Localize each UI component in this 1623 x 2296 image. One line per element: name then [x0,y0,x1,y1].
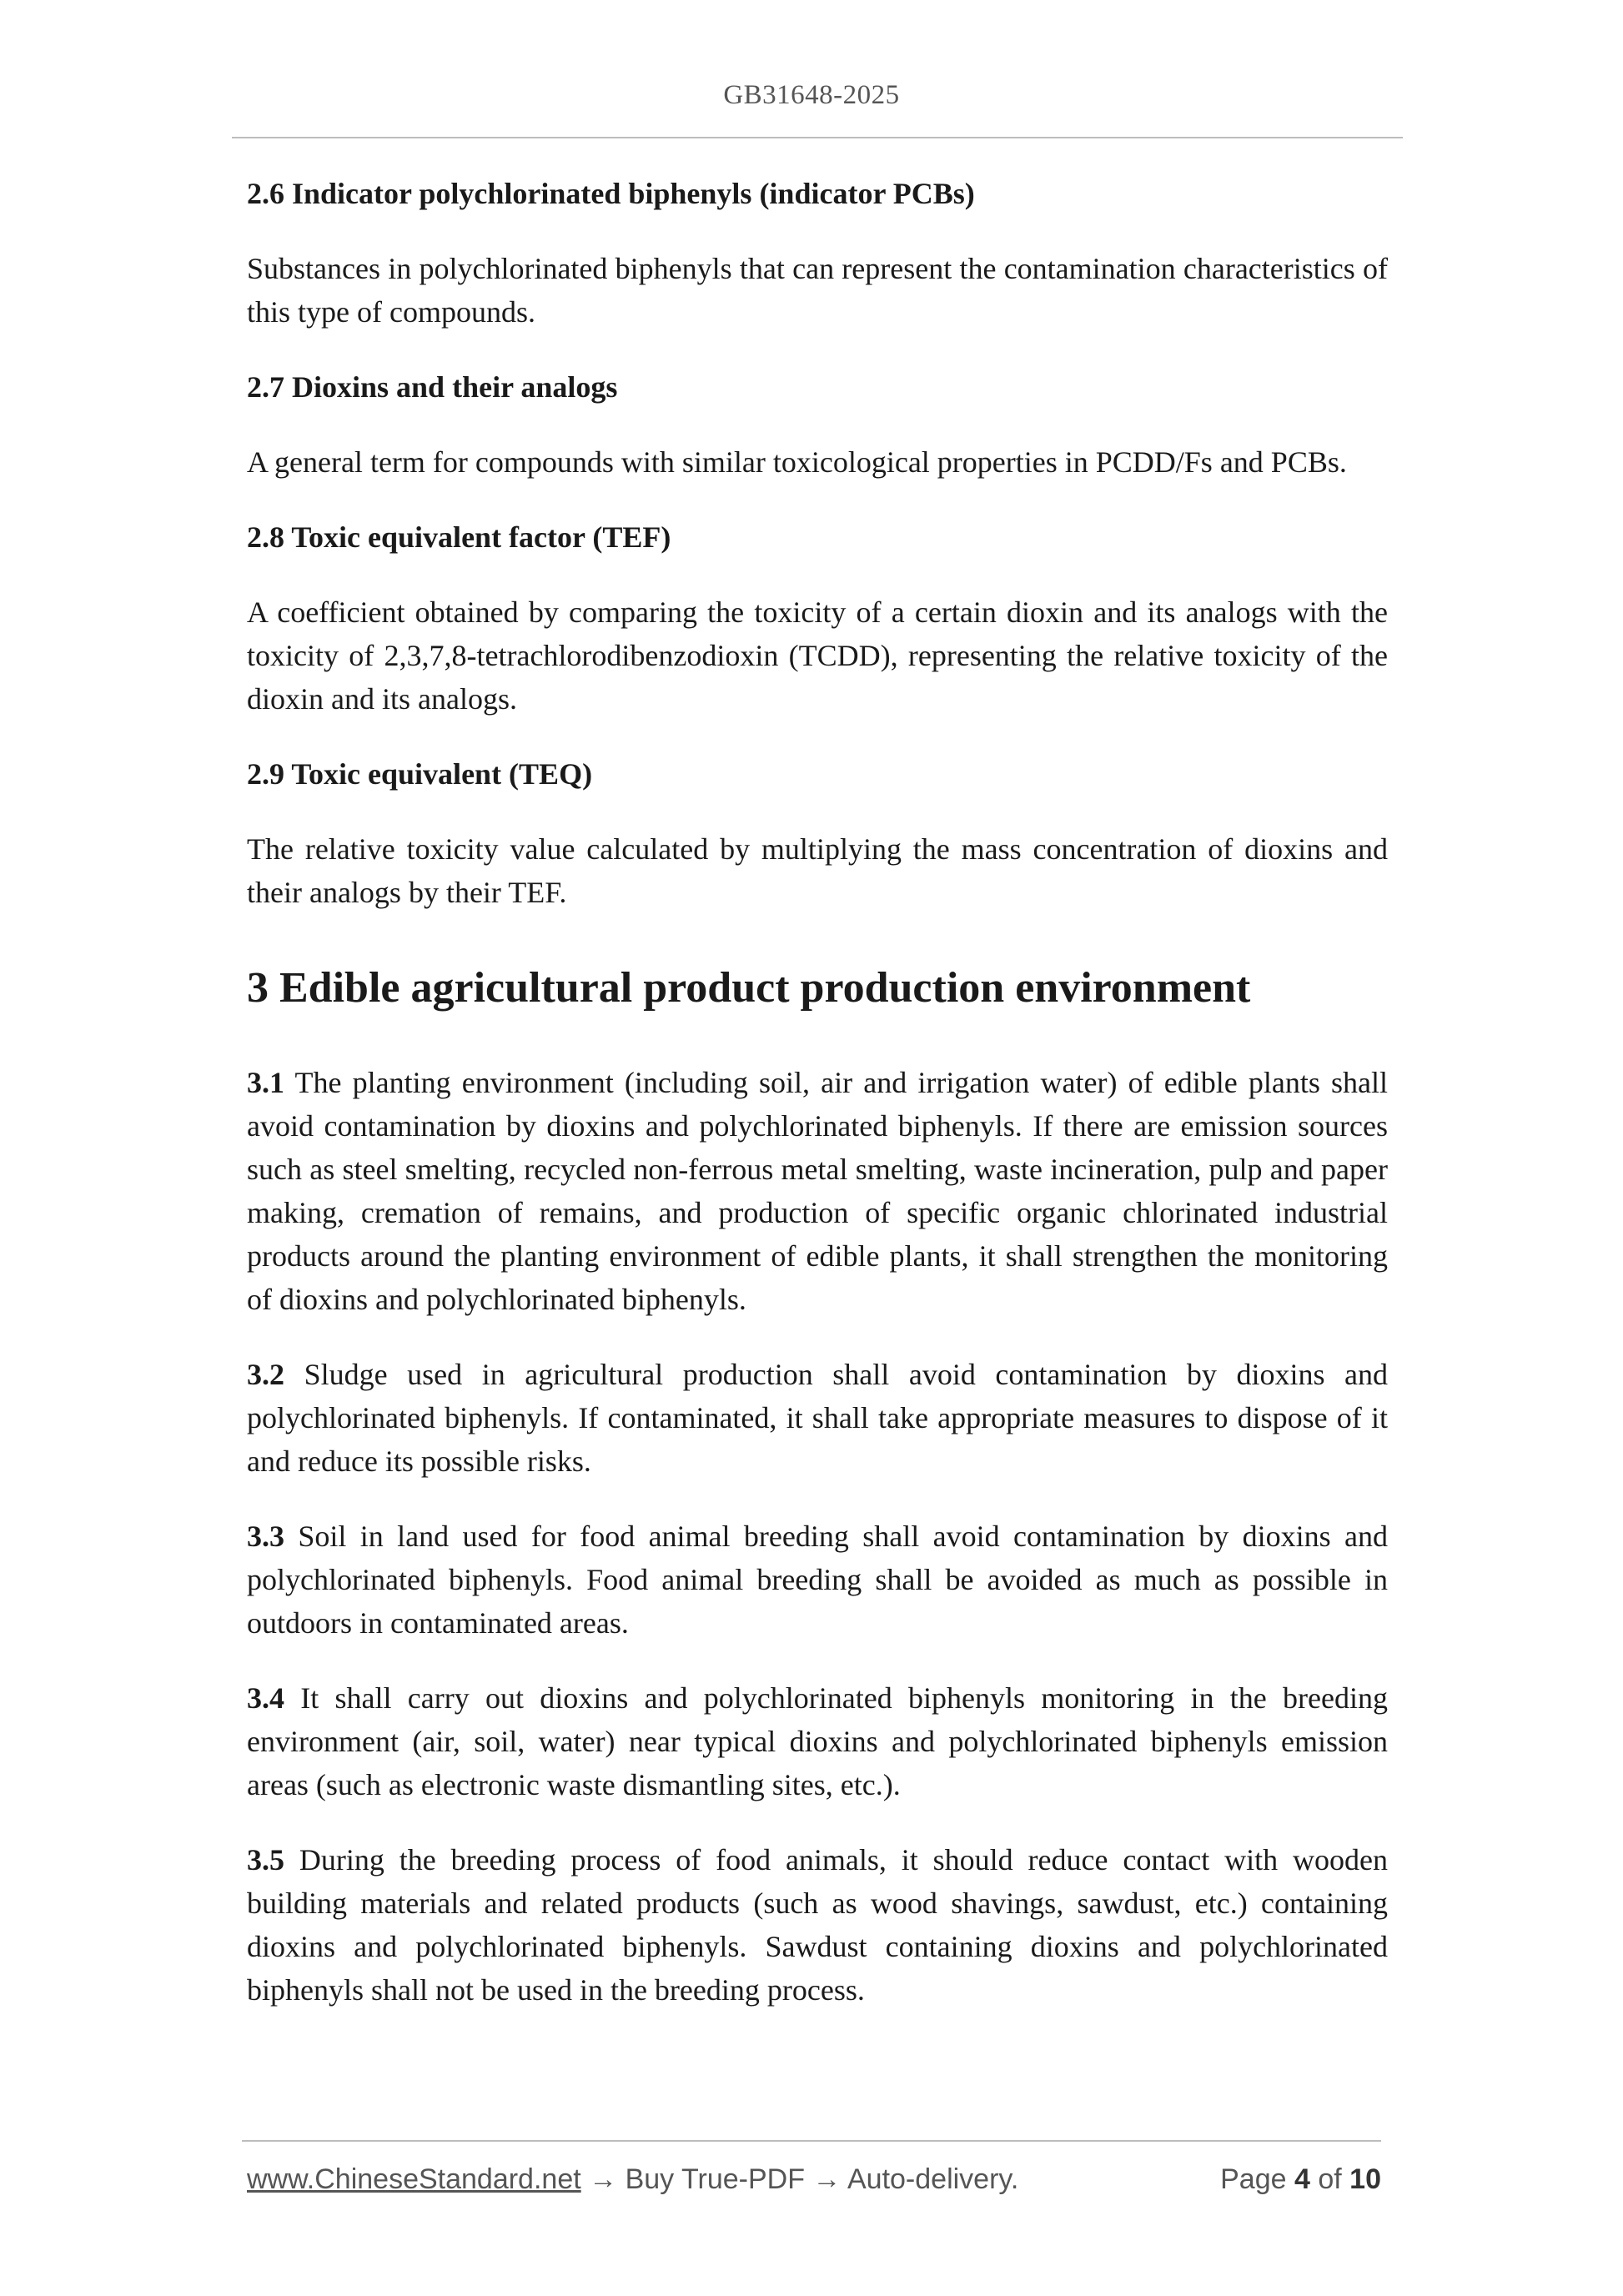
promo-text: → Buy True-PDF → Auto-delivery. [589,2163,1019,2195]
term-2-9-title: 2.9 Toxic equivalent (TEQ) [247,757,593,791]
page-indicator [1220,2163,1381,2196]
section-3-heading: 3 Edible agricultural product production environment [247,964,1251,1012]
clause-text: During the breeding process of food animals, it should reduce contact with wooden building materials and related products (such as wood shavings, sawdust, etc.) containing dioxins and polychlorinated biphenyls. Sawdust containing dioxins and polychlorinated biphenyls shall not be used in the breeding process. [247,1843,1389,2007]
term-2-7-definition: A general term for compounds with similar toxicological properties in PCDD/Fs and PCBs. [247,445,1347,479]
clause-3-1 [247,1061,1388,1321]
clause-text: Sludge used in agricultural production shall avoid contamination by dioxins and polychlorinated biphenyls. If contaminated, it shall take appropriate measures to dispose of it and reduce its possible risks. [247,1358,1389,1478]
page-label: Page [1220,2163,1287,2195]
clause-3-4 [247,1676,1388,1806]
clause-3-2 [247,1353,1388,1483]
term-2-6-title: 2.6 Indicator polychlorinated biphenyls (indicator PCBs) [247,177,975,210]
clause-number: 3.2 [247,1358,284,1391]
clause-number: 3.5 [247,1843,284,1876]
term-2-8-title: 2.8 Toxic equivalent factor (TEF) [247,520,671,554]
clause-3-3 [247,1515,1388,1645]
total-page-number: 10 [1349,2163,1381,2195]
clause-number: 3.1 [247,1066,284,1099]
site-link[interactable]: www.ChineseStandard.net [247,2163,581,2195]
page-of-label: of [1318,2163,1342,2195]
current-page-number: 4 [1294,2163,1310,2195]
term-2-7-title: 2.7 Dioxins and their analogs [247,370,618,404]
header-divider [232,137,1403,138]
clause-number: 3.4 [247,1681,284,1715]
term-2-9-definition: The relative toxicity value calculated by multiplying the mass concentration of dioxins and their analogs by their TEF. [247,832,1388,909]
page-content [247,172,1388,2043]
clause-3-5 [247,1838,1388,2012]
clause-text: It shall carry out dioxins and polychlorinated biphenyls monitoring in the breeding environment (air, soil, water) near typical dioxins and polychlorinated biphenyls emission areas (such as electronic waste dismantling sites, etc.). [247,1681,1389,1801]
term-2-8-definition: A coefficient obtained by comparing the toxicity of a certain dioxin and its analogs with the toxicity of 2,3,7,8-tetrachlorodibenzodioxin (TCDD), representing the relative toxicity of the dioxin and its analogs. [247,595,1388,716]
document-code-header: GB31648-2025 [723,80,900,110]
page-footer [247,2163,1381,2196]
clause-text: Soil in land used for food animal breeding shall avoid contamination by dioxins and polychlorinated biphenyls. Food animal breeding shall be avoided as much as possible in outdoors in contaminated areas. [247,1520,1389,1640]
term-2-6-definition: Substances in polychlorinated biphenyls that can represent the contamination characteristics of this type of compounds. [247,252,1388,329]
clause-number: 3.3 [247,1520,284,1553]
footer-divider [242,2140,1381,2142]
clause-text: The planting environment (including soil, air and irrigation water) of edible plants shall avoid contamination by dioxins and polychlorinated biphenyls. If there are emission sources such as steel smelting, recycled non-ferrous metal smelting, waste incineration, pulp and paper making, cremation of remains, and production of specific organic chlorinated industrial products around the planting environment of edible plants, it shall strengthen the monitoring of dioxins and polychlorinated biphenyls. [247,1066,1389,1316]
